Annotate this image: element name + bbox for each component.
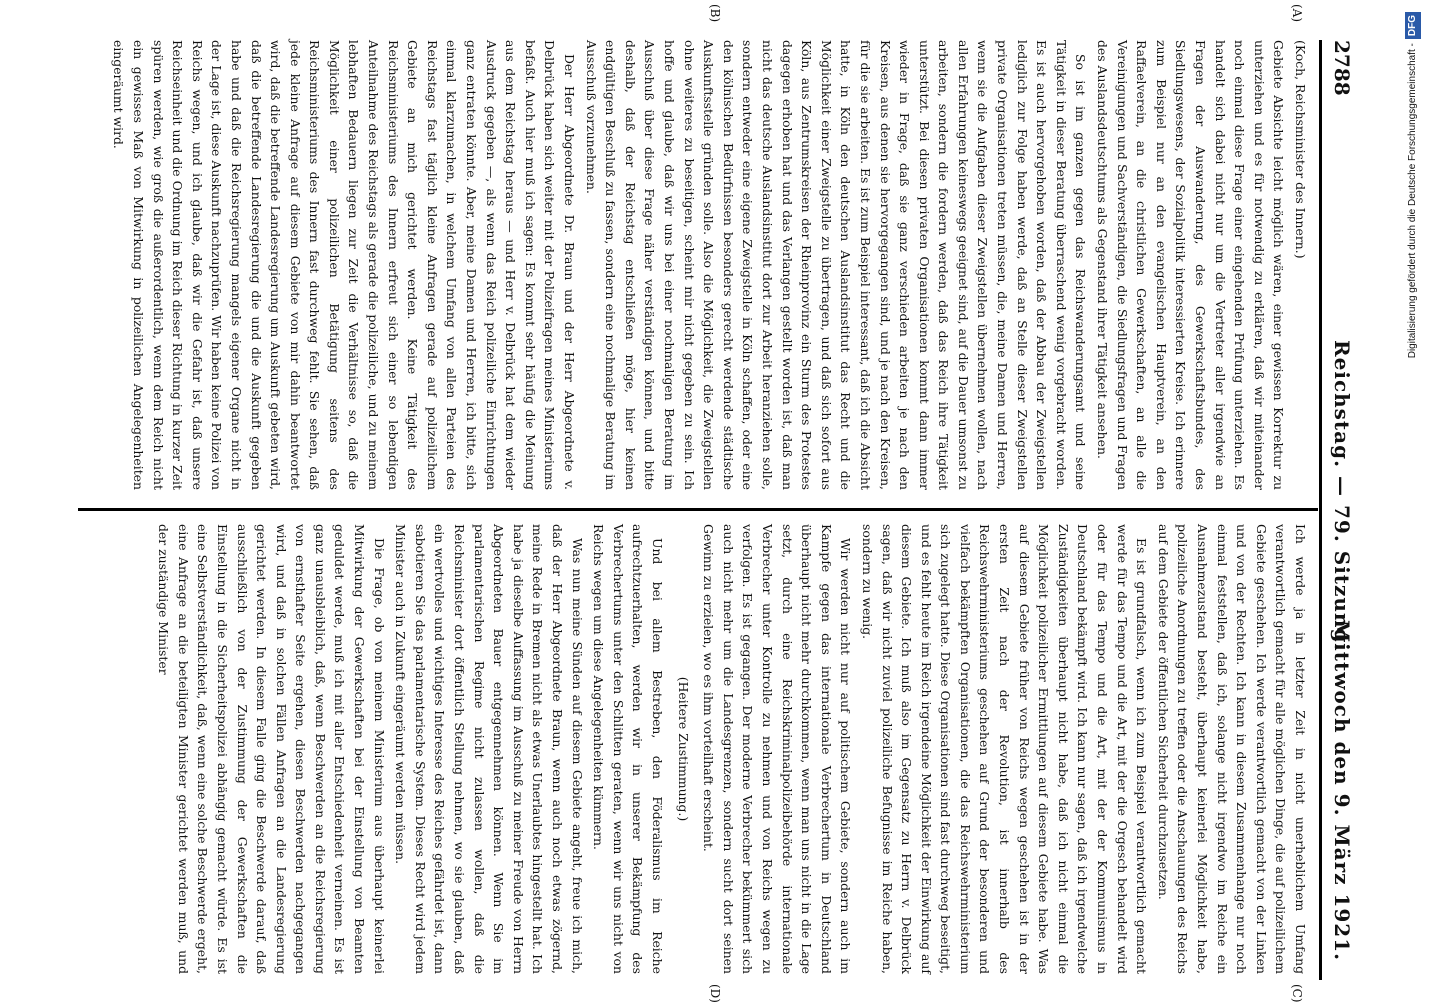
paragraph: Es ist grundfalsch, wenn ich zum Beispiel verantwortlich gemacht werde für das Tempo und die Art, mit der die Orgesch behandelt wird oder für das Tempo und die Art, mit der der Kommunismus in Deutschland bekämpft wird. Ich kann nur sagen, daß ich irgendwelche Zuständigkeiten überhaupt nicht habe, daß ich nicht einmal die Möglichkeit polizeilicher Ermittlungen auf diesem Gebiete habe. Was auf diesem Gebiete früher von Reichs wegen geschehen ist in der ersten Zeit nach der Revolution, ist innerhalb des Reichswehrministeriums geschehen auf Grund der besonderen und vielfach bekämpften Organisationen, die das Reichswehrministerium sich zugelegt hatte. Diese Organisationen sind fast durchweg beseitigt, und es fehlt heute im Reich irgendeine Möglichkeit der Einwirkung auf diesem Gebiete. Ich muß also im Gegensatz zu Herrn v. Delbrück sagen, daß wir nicht zuviel polizeiliche Befugnisse im Reiche haben, sondern zu wenig. xyxy=(859,524,1150,974)
margin-marker-b: (B) xyxy=(708,4,722,23)
header-left-title: Reichstag. — 79. Sitzung. xyxy=(1330,340,1354,652)
header-rule xyxy=(1319,40,1322,980)
dfg-logo: DFG xyxy=(1405,12,1421,39)
paragraph: Und bei allem Bestreben, den Föderalismus im Reiche aufrechtzuerhalten, werden wir in unserer Bekämpfung des Verbrechertums unter den Schlitten geraten, wenn wir uns nicht von Reichs wegen um diese Angelegenheiten kümmern. xyxy=(591,524,665,974)
paragraph: Was nun meine Sünden auf diesem Gebiete angeht, freue ich mich, daß der Herr Abgeordnete Braun, wenn auch noch etwas zögernd, meine Rede in Bremen nicht als etwas Unerlaubtes hingestellt hat. Ich habe ja dieselbe Auffassung im Ausschuß zu meiner Freude von Herrn Abgeordneten Bauer entgegennehmen können. Wenn Sie im parlamentarischen Regime nicht zulassen wollen, daß die Reichsminister dort öffentlich Stellung nehmen, wo sie glauben, daß ein wertvolles und wichtiges Interesse des Reiches gefährdet ist, dann sabotieren Sie das parlamentarische System. Dieses Recht wird jedem Minister auch in Zukunft eingeräumt werden müssen. xyxy=(393,524,585,974)
paragraph: So ist im ganzen gegen das Reichswanderungsamt und seine Tätigkeit in dieser Beratung überraschend wenig vorgebracht worden. Es ist auch hervorgehoben worden, daß der Abbau der Zweigstellen lediglich zur Folge haben werde, daß an Stelle dieser Zweigstellen private Organisationen treten müssen, die, meine Damen und Herren, wenn sie die Aufgaben dieser Zweigstellen übernehmen wollen, nach allen Erfahrungen keineswegs geeignet sind, auf die Dauer umsonst zu arbeiten, sondern die fordern werden, daß das Reich ihre Tätigkeit unterstützt. Bei diesen privaten Organisationen kommt dann immer wieder in Frage, daß sie ganz verschieden arbeiten je nach den Kreisen, aus denen sie hervorgegangen sind, und je nach den Kreisen, für die sie arbeiten. Es ist zum Beispiel interessant, daß ich die Absicht hatte, in Köln den deutschen Auslandsinstitut das Recht und die Möglichkeit einer Zweigstelle zu übertragen, und daß sich sofort aus Köln, aus Zentrumskreisen der Rheinprovinz ein Sturm des Protestes dagegen erhoben hat und das Verlangen gestellt worden ist, daß man nicht das deutsche Auslandsinstitut dort zur Arbeit heranziehen solle, sondern entweder eine eigene Zweigstelle in Köln schaffen, oder eine den kölnischen Bedürfnissen besonders gerecht werdende städtische Auskunftsstelle gründen solle. Also die Möglichkeit, die Zweigstellen ohne weiteres zu beseitigen, scheint mir nicht gegeben zu sein. Ich hoffe und glaube, daß wir uns bei einer nochmaligen Beratung im Ausschuß über diese Frage näher verständigen können, und bitte deshalb, daß der Reichstag entschließen möge, hier keinen endgültigen Beschluß zu fassen, sondern eine nochmalige Beratung im Ausschuß vorzunehmen. xyxy=(583,40,1089,490)
margin-marker-a: (A) xyxy=(1290,4,1304,23)
paragraph: Die Frage, ob von meinem Ministerium aus überhaupt keinerlei Mitwirkung der Gewerkschaften bei der Einstellung von Beamten geduldet werde, muß ich mit aller Entschiedenheit verneinen. Es ist ganz unausbleiblich, daß, wenn Beschwerden an die Reichsregierung von ernsthafter Seite ergehen, diesen Beschwerden nachgegangen wird, und daß in solchen Fällen Anfragen an die Landesregierung gerichtet werden. In diesem Falle ging die Beschwerde darauf, daß ausschließlich von der Zustimmung der Gewerkschaften die Einstellung in die Sicherheitspolizei abhängig gemacht würde. Es ist eine Selbstverständlichkeit, daß, wenn eine solche Beschwerde ergeht, eine Anfrage an die beteiligten Minister gerichtet werden muß, und der zuständige Minister xyxy=(156,524,387,974)
margin-marker-c: (C) xyxy=(1290,984,1304,1003)
paragraph: Ich werde ja in letzter Zeit in nicht unerheblichem Umfang verantwortlich gemacht für alle möglichen Dinge, die auf polizeilichem Gebiete geschehen. Ich werde verantwortlich gemacht von der Linken und von der Rechten. Ich kann in diesem Zusammenhange nur noch einmal feststellen, daß ich, solange nicht irgendwo im Reiche ein Ausnahmezustand besteht, überhaupt keinerlei Möglichkeit habe, polizeiliche Anordnungen zu treffen oder die Anschauungen des Reichs auf dem Gebiete der öffentlichen Sicherheit durchzusetzen. xyxy=(1155,524,1308,974)
speaker-note: (Koch, Reichsminister des Innern.) xyxy=(1293,40,1308,259)
page-number: 2788 xyxy=(1330,40,1354,96)
paragraph: Der Herr Abgeordnete Dr. Braun und der Herr Abgeordnete v. Delbrück haben sich weiter mit der Polizeifragen meines Ministeriums befaßt. Auch hier muß ich sagen: Es kommt sehr häufig die Meinung aus dem Reichstag heraus — und Herr v. Delbrück hat dem wieder Ausdruck gegeben —, als wenn das Reich polizeiliche Einrichtungen ganz entraten könnte. Aber, meine Damen und Herren, ich bitte, sich einmal klarzumachen, in welchem Umfang von allen Parteien des Reichstags fast täglich kleine Anfragen gerade auf polizeilichem Gebiete an mich gerichtet werden. Keine Tätigkeit des Reichsministeriums des Innern erfreut sich einer so lebendigen Anteilnahme des Reichstags als gerade die polizeiliche, und zu meinem lebhaften Bedauern liegen zur Zeit die Verhältnisse so, daß die Möglichkeit einer polizeilichen Betätigung seitens des Reichsministeriums des Innern fast durchweg fehlt. Sie sehen, daß jede kleine Anfrage auf diesem Gebiete von mir dahin beantwortet wird, daß die betreffende Landesregierung um Auskunft gebeten wird, daß die betreffende Landesregierung die und die Auskunft gegeben habe und daß die Reichsregierung mangels eigener Organe nicht in der Lage ist, diese Auskunft nachzuprüfen. Wir haben keine Polizei von Reichs wegen, und ich glaube, daß wir die Gefahr ist, daß unsere Reichseinheit und die Ordnung im Reich dieser Richtung in kurzer Zeit spüren werden, wie groß die außerordentlich, wenn dem Reich nicht ein gewisses Maß von Mitwirkung in polizeilichen Angelegenheiten eingeräumt wird. xyxy=(111,40,578,490)
rotated-page xyxy=(62,4,1362,1003)
digitization-credit xyxy=(1405,12,1421,980)
left-column xyxy=(107,40,1310,490)
right-column xyxy=(152,524,1310,974)
interjection: (Heitere Zustimmung.) xyxy=(675,676,691,822)
paragraph: Wir werden nicht nur auf politischem Gebiete, sondern auch im Kampfe gegen das internationale Verbrechertum in Deutschland überhaupt nicht mehr durchkommen, wenn man uns nicht in die Lage setzt, durch eine Reichskriminalpolizeibehörde internationale Verbrecher unter Kontrolle zu nehmen und von Reichs wegen zu verfolgen. Es ist gegangen. Der moderne Verbrecher bekümmert sich auch nicht mehr um die Landesgrenzen, sondern sucht dort seinen Gewinn zu erzielen, wo es ihm vorteilhaft erscheint. xyxy=(701,524,854,974)
paragraph: Gebiete Absichte leicht möglich wären, einer gewissen Korrektur zu unterziehen und es für notwendig zu erklären, daß wir miteinander noch einmal diese Frage einer eingehenden Prüfung unterziehen. Es handelt sich dabei nicht nur um die Vertreter aller irgendwie an Fragen der Auswanderung, des Gewerkschaftsbundes, des Siedlungswesens, der Sozialpolitik interessierten Kreise. Ich erinnere zum Beispiel nur an den evangelischen Hauptverein, an den Raffaelverein, an die christlichen Gewerkschaften, an alle die Vereinigungen und Sachverständigen, die Siedlungsfragen und Fragen des Auslandsdeutschtums als Gegenstand ihrer Tätigkeit ansehen. xyxy=(1095,40,1287,490)
credit-text: Digitalisierung gefördert durch die Deutsche Forschungsgemeinschaft - xyxy=(1407,43,1418,359)
margin-marker-d: (D) xyxy=(708,984,722,1003)
header-right-title: Mittwoch den 9. März 1921. xyxy=(1330,620,1354,962)
page-header xyxy=(1322,40,1362,980)
column-divider xyxy=(78,508,1318,511)
